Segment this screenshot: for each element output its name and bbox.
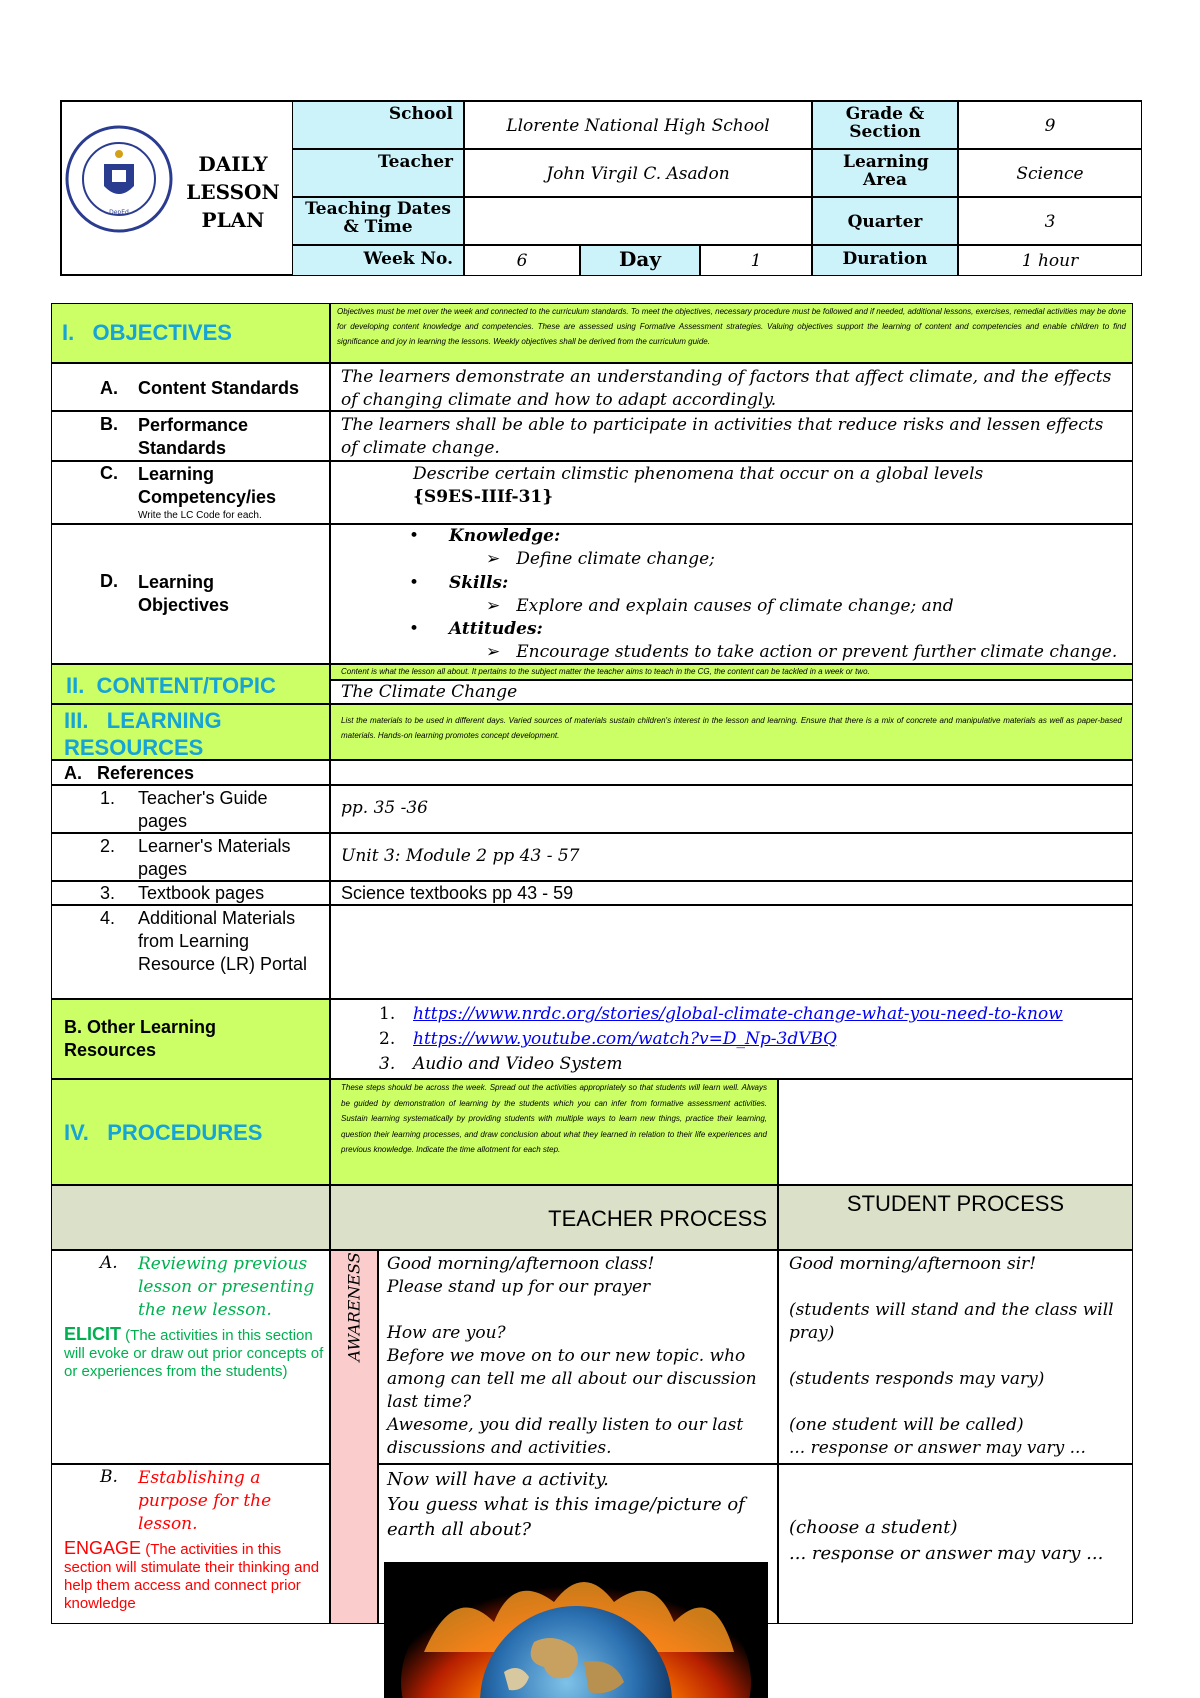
objective-sub: ➢ Explore and explain causes of climate change; and	[486, 596, 954, 616]
ref-item-value[interactable]: Unit 3: Module 2 pp 43 - 57	[330, 833, 1133, 881]
engage-desc: (The activities in this section will stimulate their thinking and help them access and connect prior knowledge	[64, 1541, 320, 1612]
student-line: (choose a student)	[789, 1517, 958, 1538]
nrdc-link[interactable]: https://www.nrdc.org/stories/global-climate-change-what-you-need-to-know	[413, 1004, 1063, 1024]
duration-label: Duration	[812, 245, 958, 276]
ref-item-text: Teacher's Guide pages	[138, 788, 268, 831]
objective-head: Skills:	[449, 573, 509, 593]
teacher-line	[387, 1299, 769, 1322]
teacher-line: How are you?	[387, 1323, 506, 1343]
engage-letter: B.	[100, 1467, 118, 1487]
teacher-line: Please stand up for our prayer	[387, 1277, 651, 1297]
elicit-label	[51, 1250, 330, 1464]
learning-objectives-label	[51, 524, 330, 664]
teacher-line: Awesome, you did really listen to our last discussions and activities.	[387, 1415, 744, 1458]
ref-item-text: Learner's Materials pages	[138, 836, 291, 879]
other-item-num: 3.	[379, 1054, 396, 1074]
ref-item-text: Textbook pages	[138, 883, 265, 903]
student-line	[789, 1391, 1122, 1414]
ref-item-num: 2.	[100, 836, 116, 856]
objective-sub-text: Explore and explain causes of climate change; and	[516, 596, 954, 616]
area-value[interactable]: Science	[958, 149, 1142, 197]
teacher-process-header: TEACHER PROCESS	[330, 1185, 778, 1250]
procedures-note: These steps should be across the week. Spread out the activities appropriately so that students will learn well. Always be guided by demonstration of learning by the students which you can infer from formative assessment activities. Sustain learning systematically by providing students with multiple ways to learn new things, practice their learning, question their learning processes, and draw conclusion about what they learned in relation to their life experiences and previous knowledge. Indicate the time allotment for each step.	[330, 1079, 778, 1185]
ref-item-num: 3.	[100, 883, 116, 903]
ref-item-value[interactable]: Science textbooks pp 43 - 59	[330, 881, 1133, 905]
engage-label	[51, 1464, 330, 1624]
content-standards-text: Content Standards	[138, 378, 300, 398]
school-label	[292, 101, 464, 149]
student-line: ... response or answer may vary ...	[789, 1438, 1086, 1458]
ref-item-label	[51, 785, 330, 833]
objectives-note: Objectives must be met over the week and connected to the curriculum standards. To meet the objectives, necessary procedure must be followed and if needed, additional lessons, exercises, remedial activities may be done for developing content knowledge and competencies. These are assessed using Formative Assessment strategies. Valuing objectives support the learning of content and competencies and enable children to find significance and joy in learning the lessons. Weekly objectives shall be derived from the curriculum guide.	[330, 303, 1133, 363]
student-line: ... response or answer may vary ...	[789, 1543, 1104, 1564]
engage-tag: ENGAGE	[64, 1538, 142, 1558]
svg-text:DepEd: DepEd	[109, 209, 129, 216]
area-label: Learning Area	[812, 149, 958, 197]
ref-item-value[interactable]: pp. 35 -36	[330, 785, 1133, 833]
dlp-title-line3: PLAN	[201, 208, 265, 232]
competency-note: Write the LC Code for each.	[138, 510, 262, 521]
learning-objectives-text: Learning Objectives	[138, 572, 230, 615]
elicit-teacher	[378, 1250, 778, 1464]
references-value	[330, 760, 1133, 785]
dlp-title-line1: DAILY	[198, 152, 268, 176]
performance-standards-letter: B.	[100, 414, 118, 434]
content-standards-letter: A.	[100, 378, 118, 398]
teacher-line: Good morning/afternoon class!	[387, 1254, 655, 1274]
elicit-tag: ELICIT	[64, 1324, 121, 1344]
content-title: II. CONTENT/TOPIC	[66, 673, 276, 698]
content-note: Content is what the lesson all about. It pertains to the subject matter the teacher aims to teach in the CG, the content can be tackled in a week or two.	[330, 664, 1133, 680]
elicit-desc: (The activities in this section will evoke or draw out prior concepts of or experiences from the students)	[64, 1327, 324, 1380]
teacher-label-text: Teacher	[377, 152, 453, 172]
ref-item-num: 1.	[100, 788, 116, 808]
grade-value[interactable]: 9	[958, 101, 1142, 149]
engage-title: Establishing a purpose for the lesson.	[138, 1468, 272, 1534]
objective-sub: ➢ Encourage students to take action or prevent further climate change.	[486, 642, 1118, 662]
dlp-title	[178, 150, 288, 234]
burning-earth-svg	[384, 1562, 768, 1698]
learning-objectives-value: • Knowledge: ➢ Define climate change; • Skills: ➢ Explore and explain causes of climate change; and • Attitudes: ➢ Encourage students to take action or prevent further climate change.	[330, 524, 1133, 664]
competency-value	[330, 461, 1133, 524]
dates-label: Teaching Dates & Time	[292, 197, 464, 245]
other-resources-value	[330, 999, 1133, 1079]
content-value[interactable]: The Climate Change	[330, 680, 1133, 704]
procedures-title: IV. PROCEDURES	[64, 1120, 263, 1145]
competency-text: Learning Competency/ies	[138, 464, 277, 507]
engage-desc-block	[64, 1539, 324, 1613]
seal-caption	[64, 234, 174, 235]
competency-letter: C.	[100, 463, 118, 483]
student-line	[789, 1345, 1122, 1368]
elicit-title: Reviewing previous lesson or presenting the new lesson.	[138, 1254, 315, 1320]
day-value[interactable]: 1	[700, 245, 812, 276]
objective-head: Attitudes:	[449, 619, 543, 639]
objective-head: Knowledge:	[449, 526, 561, 546]
week-label	[292, 245, 464, 276]
awareness-column	[330, 1250, 378, 1624]
performance-standards-text: Performance Standards	[138, 415, 249, 458]
other-resources-label	[51, 999, 330, 1079]
ref-item-label	[51, 881, 330, 905]
burning-earth-image	[384, 1562, 768, 1698]
school-label-text: School	[388, 104, 453, 124]
performance-standards-label	[51, 411, 330, 461]
content-standards-label	[51, 363, 330, 411]
dlp-title-line2: LESSON	[186, 180, 280, 204]
teacher-label	[292, 149, 464, 197]
procedures-blank	[778, 1079, 1133, 1185]
resources-note: List the materials to be used in different days. Varied sources of materials sustain children's interest in the lesson and learning. Ensure that there is a mix of concrete and manipulative materials as well as paper-based materials. Hands-on learning promotes concept development.	[330, 704, 1133, 760]
quarter-label: Quarter	[812, 197, 958, 245]
objectives-header	[51, 303, 330, 363]
objectives-title: I. OBJECTIVES	[62, 320, 232, 345]
student-line	[789, 1276, 1122, 1299]
competency-code: {S9ES-IIIf-31}	[413, 487, 554, 507]
references-text: A. References	[64, 763, 195, 783]
ref-item-label	[51, 833, 330, 881]
youtube-link[interactable]: https://www.youtube.com/watch?v=D_Np-3dVBQ	[413, 1029, 837, 1049]
objective-sub: ➢ Define climate change;	[486, 549, 715, 569]
school-value[interactable]: Llorente National High School	[464, 101, 812, 149]
performance-standards-value[interactable]: The learners shall be able to participate in activities that reduce risks and lessen effects of climate change.	[330, 411, 1133, 461]
elicit-letter: A.	[100, 1253, 118, 1273]
ref-item-text: Additional Materials from Learning Resource (LR) Portal	[138, 908, 308, 974]
elicit-student	[778, 1250, 1133, 1464]
engage-student	[778, 1464, 1133, 1624]
content-standards-value[interactable]: The learners demonstrate an understanding of factors that affect climate, and the effects of changing climate and how to adapt accordingly.	[330, 363, 1133, 411]
deped-seal	[64, 124, 174, 234]
student-process-header: STUDENT PROCESS	[778, 1185, 1133, 1250]
teacher-line: Now will have a activity.	[387, 1469, 609, 1490]
student-line: (students responds may vary)	[789, 1369, 1045, 1389]
objective-sub-text: Define climate change;	[516, 549, 715, 569]
quarter-value[interactable]: 3	[958, 197, 1142, 245]
process-header-blank	[51, 1185, 330, 1250]
student-line: (students will stand and the class will pray)	[789, 1300, 1114, 1343]
student-line: (one student will be called)	[789, 1415, 1024, 1435]
ref-item-value[interactable]	[330, 905, 1133, 999]
teacher-value[interactable]: John Virgil C. Asadon	[464, 149, 812, 197]
references-label	[51, 760, 330, 785]
other-item-text: Audio and Video System	[413, 1054, 623, 1074]
week-value[interactable]: 6	[464, 245, 580, 276]
teacher-line: You guess what is this image/picture of earth all about?	[387, 1494, 745, 1540]
competency-text-value[interactable]: Describe certain climstic phenomena that occur on a global levels	[413, 464, 984, 484]
day-label: Day	[580, 245, 700, 276]
elicit-desc-block	[64, 1325, 324, 1381]
content-header	[51, 664, 330, 704]
procedures-header	[51, 1079, 330, 1185]
duration-value[interactable]: 1 hour	[958, 245, 1142, 276]
other-item-num: 1.	[379, 1004, 396, 1024]
learning-objectives-letter: D.	[100, 571, 118, 591]
objective-sub-text: Encourage students to take action or prevent further climate change.	[516, 642, 1118, 662]
other-item-num: 2.	[379, 1029, 396, 1049]
resources-title: III. LEARNING RESOURCES	[64, 708, 228, 760]
student-line: Good morning/afternoon sir!	[789, 1254, 1037, 1274]
week-label-text: Week No.	[363, 249, 453, 269]
ref-item-num: 4.	[100, 908, 116, 928]
resources-header	[51, 704, 330, 760]
teacher-line: Before we move on to our new topic. who among can tell me all about our discussion last time?	[387, 1346, 757, 1412]
competency-label	[51, 461, 330, 524]
dates-value[interactable]	[464, 197, 812, 245]
other-resources-text: B. Other Learning Resources	[64, 1017, 217, 1060]
grade-label: Grade & Section	[812, 101, 958, 149]
ref-item-label	[51, 905, 330, 999]
awareness-label: AWARENESS	[344, 1252, 364, 1362]
